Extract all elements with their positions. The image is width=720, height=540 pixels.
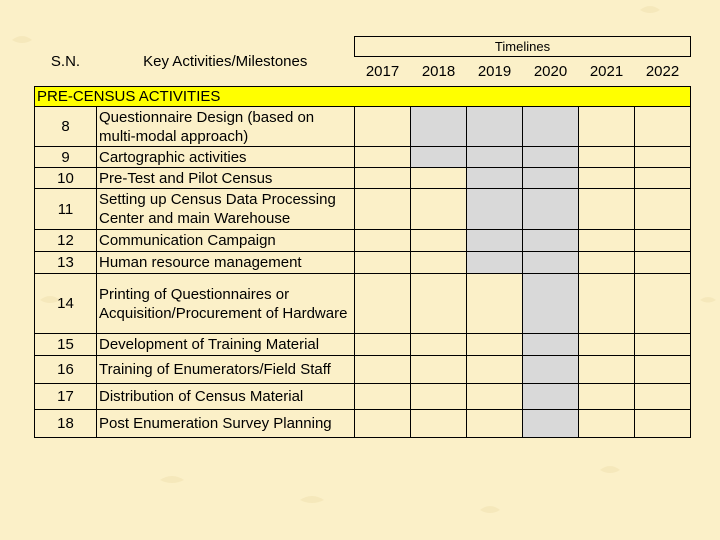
row-activity: Development of Training Material [97, 334, 355, 356]
timeline-cell-2017 [355, 252, 411, 274]
row-sn: 9 [35, 147, 97, 168]
year-2020: 2020 [533, 63, 568, 80]
row-sn: 16 [35, 356, 97, 384]
timeline-cell-2017 [355, 410, 411, 438]
timeline-cell-2019 [467, 107, 523, 147]
table-row [35, 230, 691, 252]
timeline-cell-2017 [355, 356, 411, 384]
timeline-cell-2017 [355, 168, 411, 189]
timeline-cell-2017 [355, 384, 411, 410]
row-activity: Pre-Test and Pilot Census [97, 168, 355, 189]
table-row [35, 274, 691, 334]
timeline-cell-2018 [411, 107, 467, 147]
timeline-cell-2018 [411, 252, 467, 274]
table-row [35, 107, 691, 147]
row-sn: 17 [35, 384, 97, 410]
timeline-cell-2018 [411, 274, 467, 334]
timeline-cell-2022 [635, 230, 691, 252]
timeline-cell-2022 [635, 384, 691, 410]
row-activity: Cartographic activities [97, 147, 355, 168]
table-row [35, 147, 691, 168]
timeline-cell-2021 [579, 356, 635, 384]
timeline-cell-2017 [355, 107, 411, 147]
table-row [35, 252, 691, 274]
row-sn: 12 [35, 230, 97, 252]
timeline-cell-2019 [467, 252, 523, 274]
table-row [35, 356, 691, 384]
section-title: PRE-CENSUS ACTIVITIES [35, 87, 691, 107]
schedule-table [34, 36, 691, 438]
timeline-cell-2019 [467, 230, 523, 252]
timeline-cell-2021 [579, 168, 635, 189]
timeline-cell-2018 [411, 147, 467, 168]
header-activities: Key Activities/Milestones [143, 52, 308, 70]
timeline-cell-2021 [579, 230, 635, 252]
row-sn: 14 [35, 274, 97, 334]
timeline-cell-2021 [579, 384, 635, 410]
timeline-cell-2019 [467, 410, 523, 438]
row-activity: Printing of Questionnaires or Acquisition/Procurement of Hardware [97, 274, 355, 334]
timeline-cell-2020 [523, 334, 579, 356]
year-2021: 2021 [589, 63, 624, 80]
timeline-cell-2019 [467, 168, 523, 189]
timeline-cell-2021 [579, 334, 635, 356]
timeline-cell-2019 [467, 189, 523, 230]
year-2018: 2018 [421, 63, 456, 80]
timeline-cell-2022 [635, 168, 691, 189]
timeline-cell-2022 [635, 189, 691, 230]
timeline-cell-2021 [579, 107, 635, 147]
timeline-cell-2020 [523, 230, 579, 252]
timeline-cell-2020 [523, 356, 579, 384]
row-activity: Human resource management [97, 252, 355, 274]
year-2019: 2019 [477, 63, 512, 80]
timeline-cell-2018 [411, 356, 467, 384]
row-activity: Training of Enumerators/Field Staff [97, 356, 355, 384]
timeline-cell-2019 [467, 384, 523, 410]
timeline-cell-2022 [635, 147, 691, 168]
timeline-cell-2019 [467, 356, 523, 384]
timeline-cell-2022 [635, 107, 691, 147]
timeline-cell-2020 [523, 252, 579, 274]
timeline-cell-2020 [523, 410, 579, 438]
timeline-cell-2022 [635, 274, 691, 334]
timeline-cell-2020 [523, 274, 579, 334]
table-row [35, 334, 691, 356]
row-sn: 13 [35, 252, 97, 274]
timeline-cell-2017 [355, 334, 411, 356]
header-sn: S.N. [50, 52, 81, 70]
row-sn: 10 [35, 168, 97, 189]
timeline-cell-2019 [467, 147, 523, 168]
timeline-cell-2018 [411, 230, 467, 252]
timeline-cell-2020 [523, 147, 579, 168]
row-activity: Setting up Census Data Processing Center and main Warehouse [97, 189, 355, 230]
table-row [35, 410, 691, 438]
row-activity: Distribution of Census Material [97, 384, 355, 410]
table-row [35, 384, 691, 410]
timeline-cell-2018 [411, 168, 467, 189]
timeline-cell-2017 [355, 189, 411, 230]
timeline-cell-2021 [579, 147, 635, 168]
timeline-cell-2022 [635, 334, 691, 356]
timeline-cell-2017 [355, 230, 411, 252]
row-activity: Post Enumeration Survey Planning [97, 410, 355, 438]
row-activity: Questionnaire Design (based on multi-modal approach) [97, 107, 355, 147]
timeline-cell-2017 [355, 274, 411, 334]
timeline-cell-2020 [523, 384, 579, 410]
timeline-cell-2020 [523, 107, 579, 147]
timeline-cell-2021 [579, 274, 635, 334]
row-sn: 11 [35, 189, 97, 230]
section-row [35, 87, 691, 107]
row-sn: 8 [35, 107, 97, 147]
table-row [35, 168, 691, 189]
timeline-cell-2022 [635, 252, 691, 274]
timeline-cell-2018 [411, 189, 467, 230]
row-sn: 15 [35, 334, 97, 356]
year-2022: 2022 [645, 63, 680, 80]
timeline-cell-2020 [523, 189, 579, 230]
timeline-cell-2021 [579, 410, 635, 438]
timeline-cell-2019 [467, 274, 523, 334]
timeline-cell-2022 [635, 356, 691, 384]
timeline-cell-2017 [355, 147, 411, 168]
timeline-cell-2021 [579, 189, 635, 230]
timeline-cell-2020 [523, 168, 579, 189]
header-timelines: Timelines [355, 37, 691, 57]
year-2017: 2017 [365, 63, 400, 80]
row-activity: Communication Campaign [97, 230, 355, 252]
timeline-cell-2018 [411, 334, 467, 356]
timeline-cell-2019 [467, 334, 523, 356]
timeline-cell-2021 [579, 252, 635, 274]
timeline-cell-2018 [411, 410, 467, 438]
timeline-cell-2018 [411, 384, 467, 410]
timeline-cell-2022 [635, 410, 691, 438]
table-row [35, 189, 691, 230]
row-sn: 18 [35, 410, 97, 438]
